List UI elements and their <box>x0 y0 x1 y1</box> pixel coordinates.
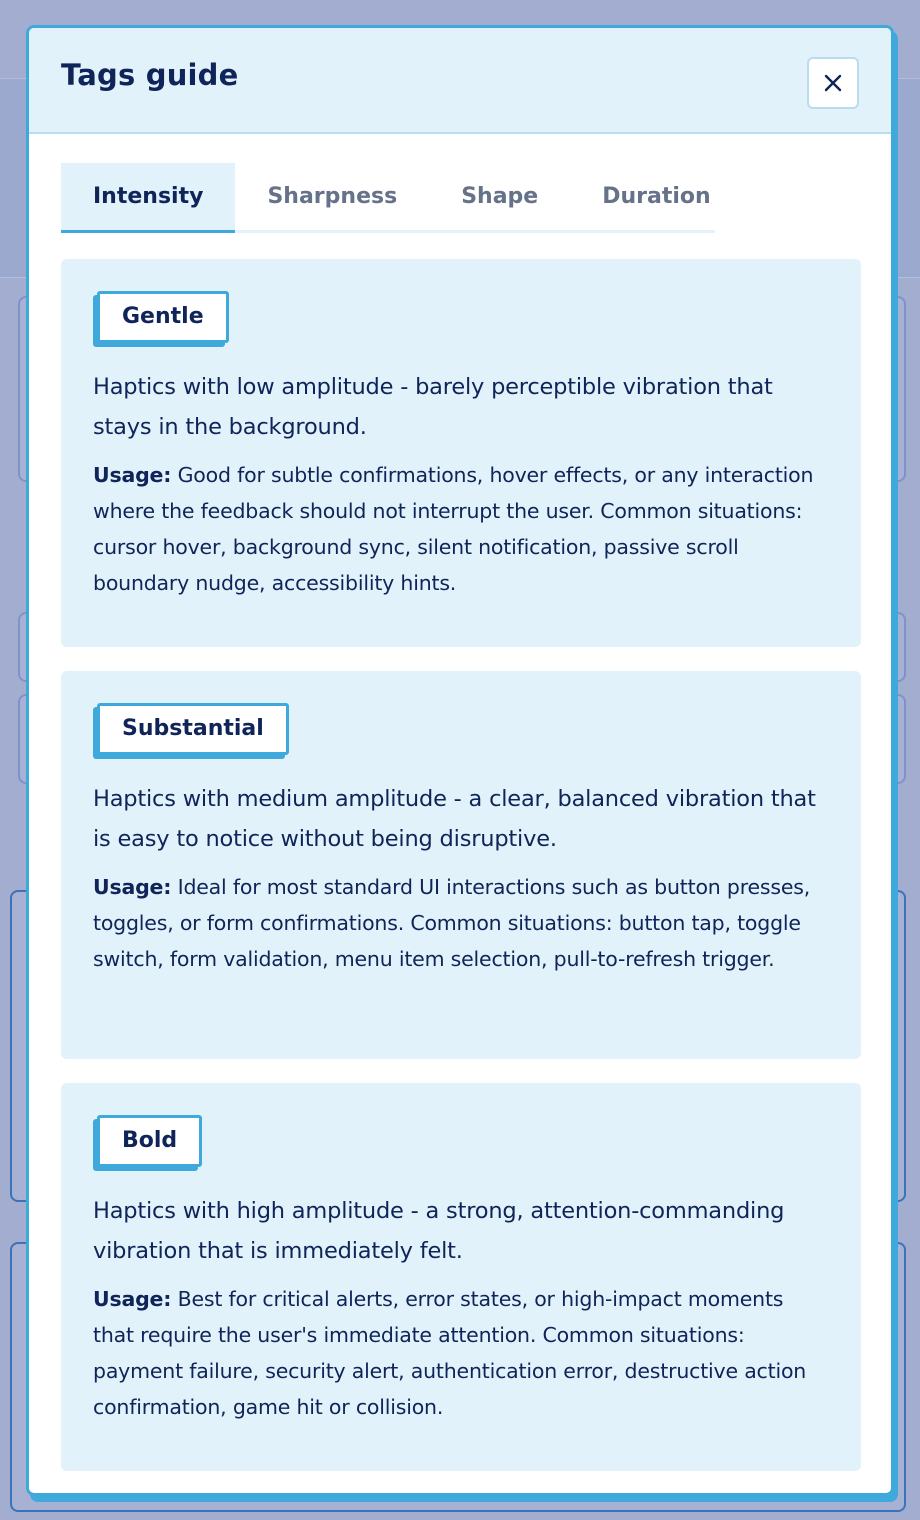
tag-card-substantial <box>61 671 861 1059</box>
usage-text: Best for critical alerts, error states, or high-impact moments that require the user's immediate attention. Common situations: payment failure, security alert, authentication error, destructive action confirmation, game hit or collision. <box>93 1287 807 1419</box>
tag-chip[interactable]: Substantial <box>97 703 289 755</box>
tag-usage <box>93 1281 829 1425</box>
tag-usage <box>93 457 829 601</box>
usage-label: Usage: <box>93 875 172 899</box>
usage-label: Usage: <box>93 1287 172 1311</box>
tab-intensity[interactable]: Intensity <box>61 163 235 230</box>
tags-guide-modal <box>26 25 894 1496</box>
tag-chip[interactable]: Gentle <box>97 291 229 343</box>
usage-label: Usage: <box>93 463 172 487</box>
close-icon <box>823 73 843 93</box>
tag-card-gentle <box>61 259 861 647</box>
usage-text: Ideal for most standard UI interactions such as button presses, toggles, or form confirmations. Common situations: button tap, toggle switch, form validation, menu item selection, pull-to-refresh trigger. <box>93 875 811 971</box>
tab-duration[interactable]: Duration <box>602 184 711 209</box>
modal-header <box>29 28 891 134</box>
tab-sharpness[interactable]: Sharpness <box>267 184 398 209</box>
close-button[interactable] <box>807 57 859 109</box>
tag-usage <box>93 869 829 977</box>
tag-chip[interactable]: Bold <box>97 1115 202 1167</box>
tag-description: Haptics with medium amplitude - a clear, balanced vibration that is easy to notice without being disruptive. <box>93 786 816 852</box>
tag-description: Haptics with low amplitude - barely perceptible vibration that stays in the background. <box>93 374 773 440</box>
tag-description: Haptics with high amplitude - a strong, attention-commanding vibration that is immediately felt. <box>93 1198 785 1264</box>
tag-card-bold <box>61 1083 861 1471</box>
usage-text: Good for subtle confirmations, hover effects, or any interaction where the feedback should not interrupt the user. Common situations: cursor hover, background sync, silent notification, passive scroll boundary nudge, accessibility hints. <box>93 463 814 595</box>
tab-bar <box>61 163 715 233</box>
tab-shape[interactable]: Shape <box>461 184 539 209</box>
modal-title: Tags guide <box>61 58 239 92</box>
